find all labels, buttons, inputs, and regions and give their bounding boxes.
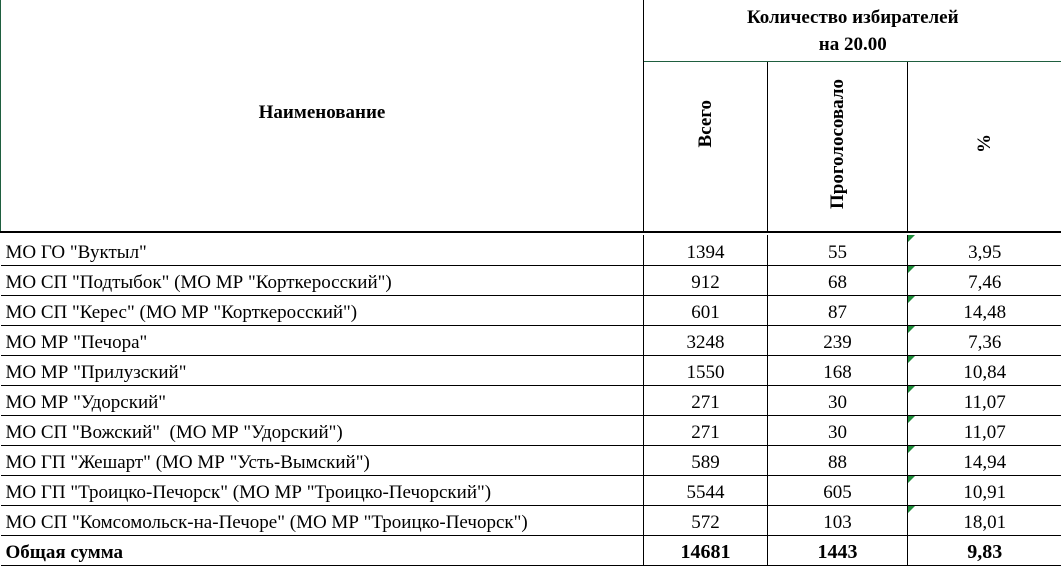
cell-pct-value: 3,95 xyxy=(968,242,1001,263)
cell-pct-value: 7,36 xyxy=(968,332,1001,353)
comment-marker-icon xyxy=(908,506,915,513)
cell-name[interactable]: МО СП "Вожский" (МО МР "Удорский") xyxy=(1,415,644,445)
cell-total[interactable]: 572 xyxy=(644,505,768,535)
table-row xyxy=(1,295,1061,325)
cell-pct[interactable] xyxy=(908,445,1061,475)
summary-pct[interactable]: 9,83 xyxy=(908,535,1061,565)
header-pct-label: % xyxy=(974,134,996,153)
header-total-cell[interactable] xyxy=(644,61,768,232)
table-row xyxy=(1,385,1061,415)
summary-total[interactable]: 14681 xyxy=(644,535,768,565)
cell-name[interactable]: МО МР "Удорский" xyxy=(1,385,644,415)
cell-pct-value: 11,07 xyxy=(964,422,1006,443)
cell-total[interactable]: 271 xyxy=(644,385,768,415)
comment-marker-icon xyxy=(908,356,915,363)
cell-name[interactable]: МО МР "Прилузский" xyxy=(1,355,644,385)
comment-marker-icon xyxy=(908,446,915,453)
cell-pct-value: 7,46 xyxy=(968,272,1001,293)
cell-total[interactable]: 1550 xyxy=(644,355,768,385)
header-name-label: Наименование xyxy=(259,102,386,123)
table-row xyxy=(1,355,1061,385)
cell-pct[interactable] xyxy=(908,475,1061,505)
cell-name[interactable]: МО СП "Подтыбок" (МО МР "Корткеросский") xyxy=(1,265,644,295)
header-group-line2: на 20.00 xyxy=(644,31,1061,58)
cell-pct[interactable] xyxy=(908,295,1061,325)
cell-pct[interactable] xyxy=(908,415,1061,445)
summary-voted[interactable]: 1443 xyxy=(768,535,908,565)
cell-name[interactable]: МО СП "Комсомольск-на-Печоре" (МО МР "Троицко-Печорск") xyxy=(1,505,644,535)
cell-pct[interactable] xyxy=(908,325,1061,355)
cell-pct-value: 10,91 xyxy=(963,482,1006,503)
cell-total[interactable]: 271 xyxy=(644,415,768,445)
cell-name[interactable]: МО МР "Печора" xyxy=(1,325,644,355)
cell-name[interactable]: МО ГП "Троицко-Печорск" (МО МР "Троицко-Печорский") xyxy=(1,475,644,505)
cell-pct[interactable] xyxy=(908,235,1061,265)
cell-voted[interactable]: 68 xyxy=(768,265,908,295)
cell-total[interactable]: 1394 xyxy=(644,235,768,265)
header-pct-cell[interactable] xyxy=(908,61,1061,232)
summary-name[interactable]: Общая сумма xyxy=(1,535,644,565)
header-group-line1: Количество избирателей xyxy=(644,4,1061,31)
table-row xyxy=(1,445,1061,475)
cell-pct-value: 18,01 xyxy=(963,512,1006,533)
cell-total[interactable]: 912 xyxy=(644,265,768,295)
cell-pct[interactable] xyxy=(908,265,1061,295)
cell-voted[interactable]: 605 xyxy=(768,475,908,505)
cell-pct[interactable] xyxy=(908,355,1061,385)
header-voted-label: Проголосовало xyxy=(827,79,849,209)
cell-total[interactable]: 5544 xyxy=(644,475,768,505)
cell-name[interactable]: МО СП "Керес" (МО МР "Корткеросский") xyxy=(1,295,644,325)
summary-row xyxy=(1,535,1061,565)
table-row xyxy=(1,265,1061,295)
cell-voted[interactable]: 239 xyxy=(768,325,908,355)
cell-voted[interactable]: 55 xyxy=(768,235,908,265)
cell-pct-value: 11,07 xyxy=(964,392,1006,413)
cell-voted[interactable]: 30 xyxy=(768,415,908,445)
cell-voted[interactable]: 103 xyxy=(768,505,908,535)
comment-marker-icon xyxy=(908,296,915,303)
cell-pct[interactable] xyxy=(908,505,1061,535)
comment-marker-icon xyxy=(908,476,915,483)
header-group-cell[interactable] xyxy=(644,0,1061,61)
header-total-label: Всего xyxy=(695,100,717,147)
table-row xyxy=(1,415,1061,445)
table-row xyxy=(1,475,1061,505)
comment-marker-icon xyxy=(908,266,915,273)
cell-voted[interactable]: 88 xyxy=(768,445,908,475)
comment-marker-icon xyxy=(908,386,915,393)
table-row xyxy=(1,235,1061,265)
header-voted-cell[interactable] xyxy=(768,61,908,232)
cell-pct-value: 14,94 xyxy=(963,452,1006,473)
cell-pct[interactable] xyxy=(908,385,1061,415)
cell-name[interactable]: МО ГО "Вуктыл" xyxy=(1,235,644,265)
table-row xyxy=(1,325,1061,355)
header-name-cell[interactable] xyxy=(1,0,644,232)
cell-total[interactable]: 3248 xyxy=(644,325,768,355)
cell-total[interactable]: 601 xyxy=(644,295,768,325)
cell-voted[interactable]: 87 xyxy=(768,295,908,325)
cell-voted[interactable]: 168 xyxy=(768,355,908,385)
comment-marker-icon xyxy=(908,416,915,423)
comment-marker-icon xyxy=(908,235,915,242)
cell-voted[interactable]: 30 xyxy=(768,385,908,415)
cell-pct-value: 14,48 xyxy=(963,302,1006,323)
cell-name[interactable]: МО ГП "Жешарт" (МО МР "Усть-Вымский") xyxy=(1,445,644,475)
comment-marker-icon xyxy=(908,326,915,333)
cell-total[interactable]: 589 xyxy=(644,445,768,475)
cell-pct-value: 10,84 xyxy=(963,362,1006,383)
table-row xyxy=(1,505,1061,535)
